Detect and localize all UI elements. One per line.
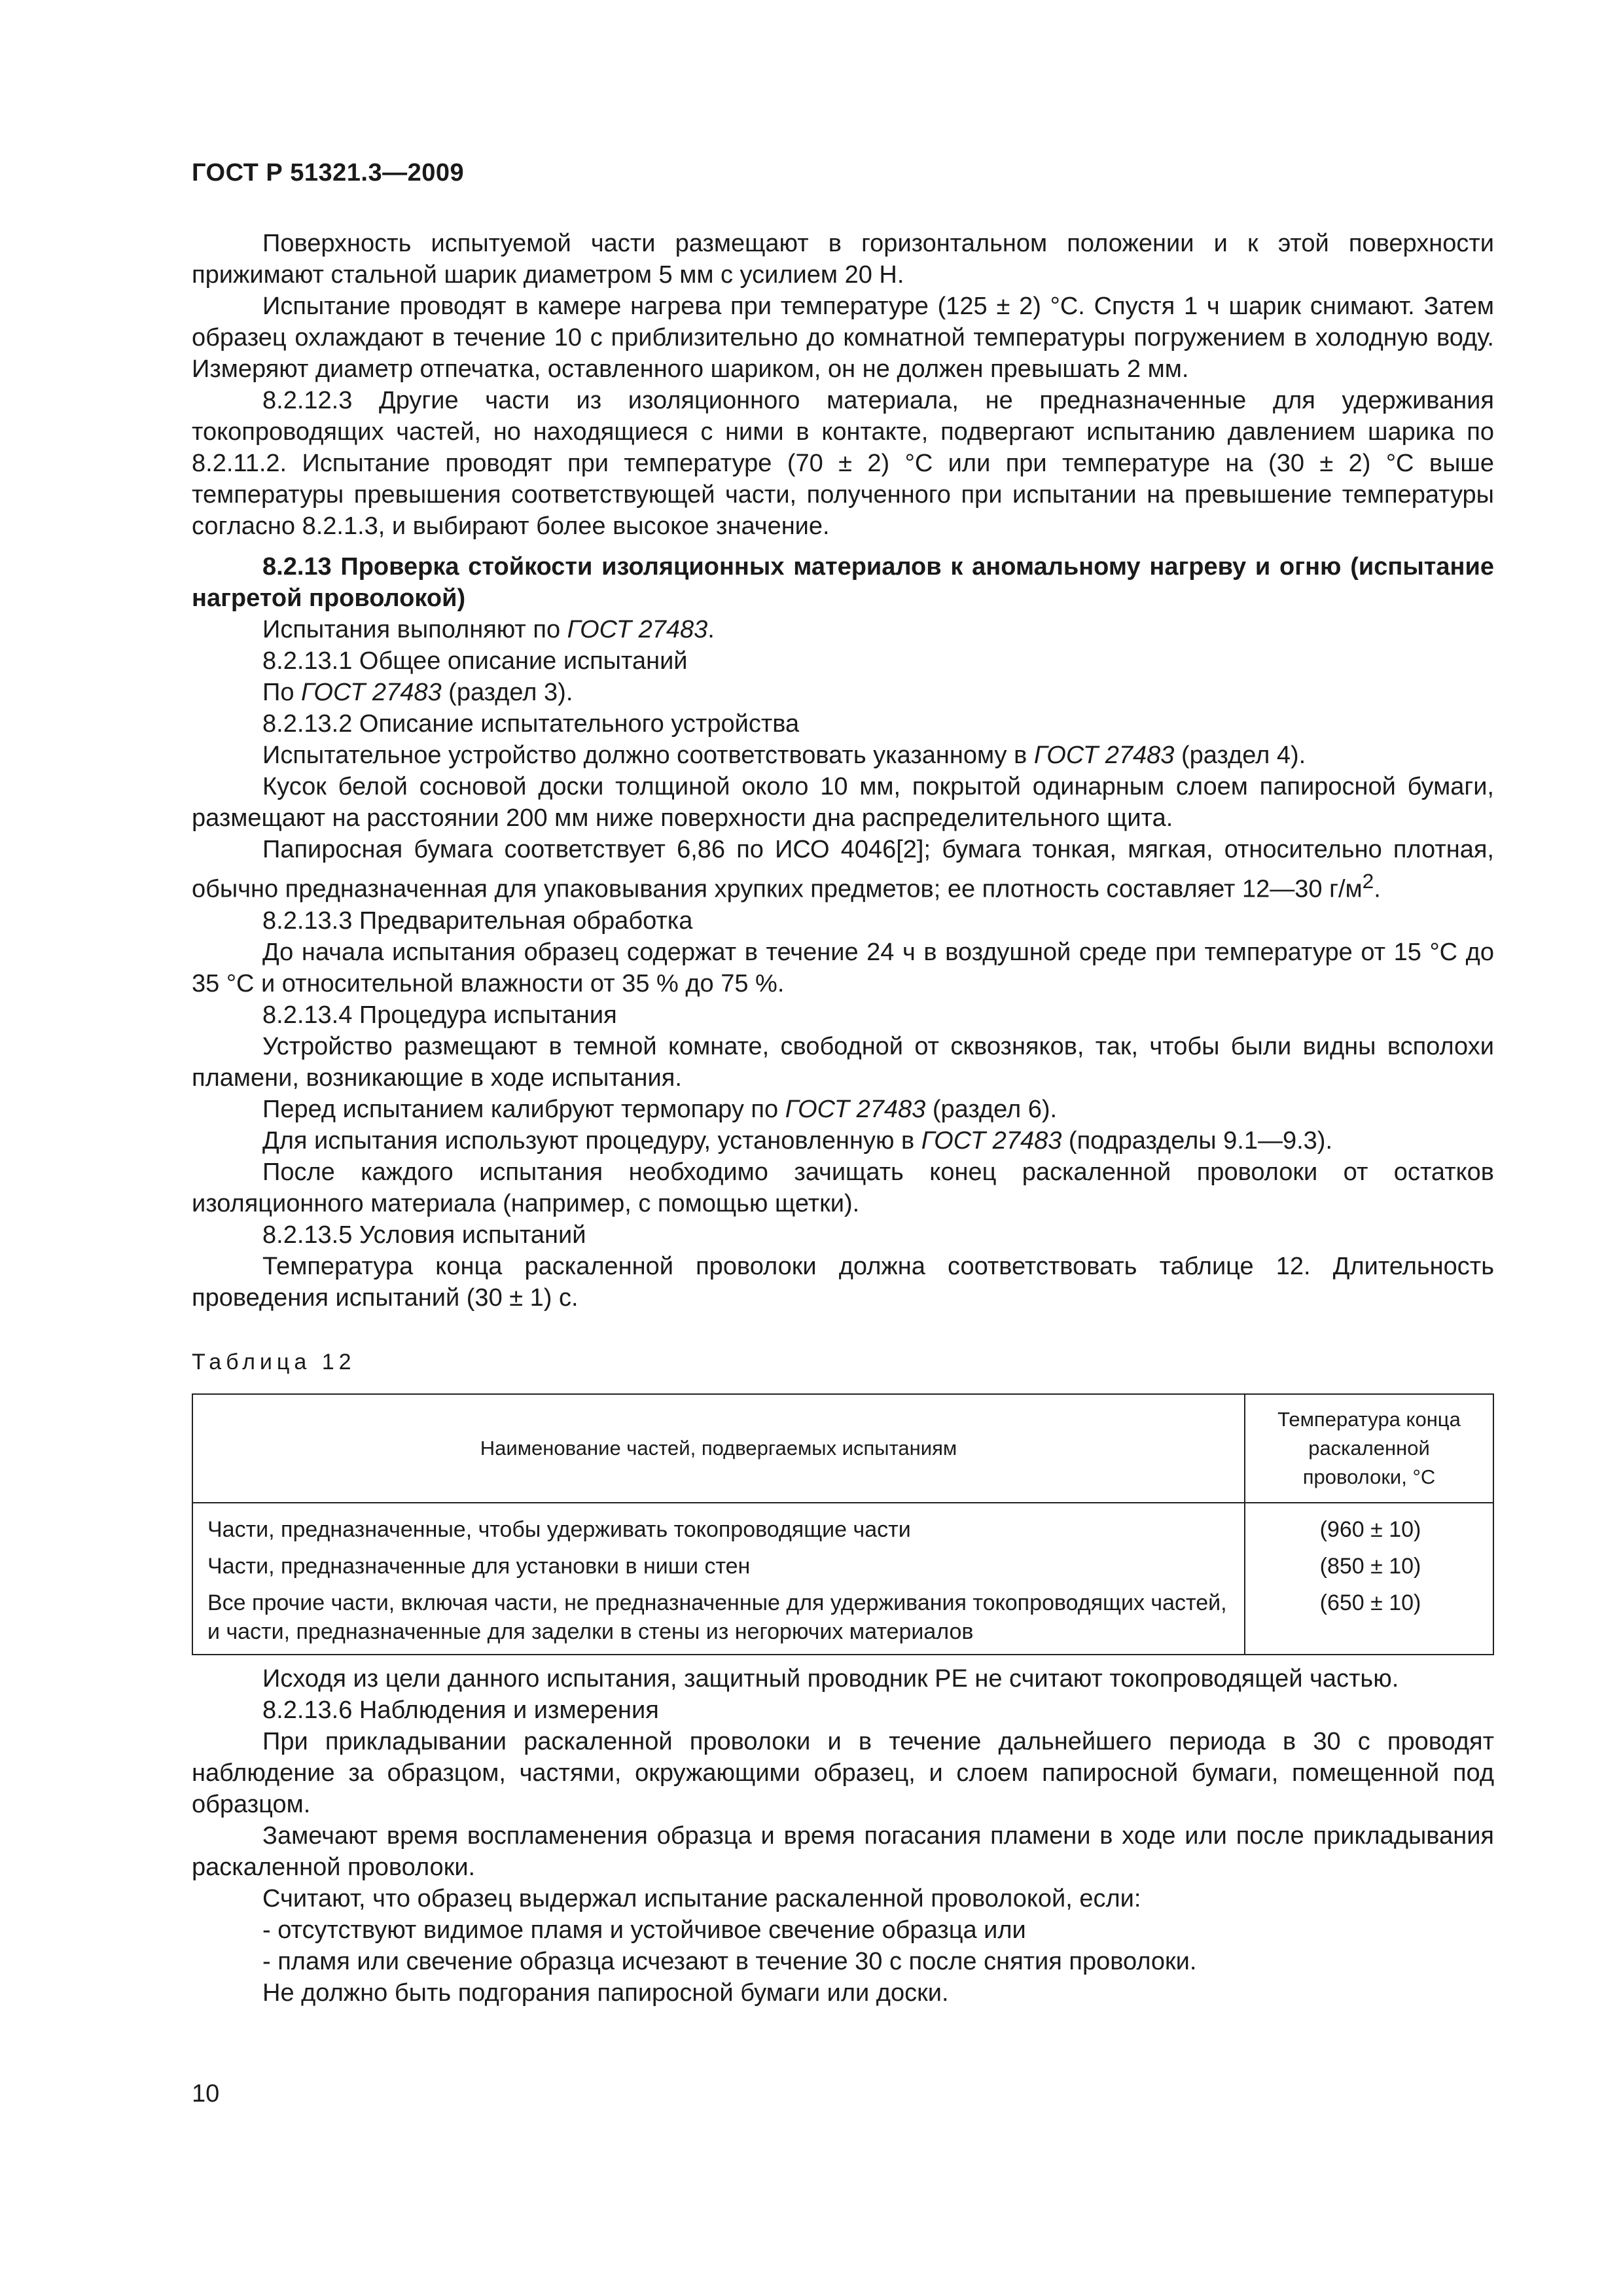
table-header-cell: Температура конца раскаленной проволоки, °С	[1245, 1394, 1493, 1503]
paragraph: Считают, что образец выдержал испытание раскаленной проволокой, если:	[262, 1884, 1141, 1912]
table-header-row	[192, 1394, 1493, 1503]
document-body	[192, 228, 1494, 2009]
table-cell: Части, предназначенные для установки в ниши стен	[192, 1551, 1245, 1587]
paragraph: 8.2.12.3 Другие части из изоляционного материала, не предназначенные для удерживания токопроводящих частей, но находящиеся с ними в контакте, подвергают испытанию давлением шарика по 8.2.11.2. Испытание проводят при температуре (70 ± 2) °С или при температуре на (30 ± 2) °С выше температуры превышения соответствующей части, полученного при испытании на превышение температуры согласно 8.2.1.3, и выбирают более высокое значение.	[192, 387, 1494, 540]
table-cell: (960 ± 10)	[1245, 1503, 1493, 1551]
paragraph: До начала испытания образец содержат в течение 24 ч в воздушной среде при температуре от 15 °С до 35 °С и относительной влажности от 35 % до 75 %.	[192, 938, 1494, 997]
page-number: 10	[192, 2080, 220, 2108]
paragraph: Испытания выполняют по ГОСТ 27483.	[262, 616, 715, 643]
paragraph: По ГОСТ 27483 (раздел 3).	[262, 679, 573, 706]
table-row	[192, 1551, 1493, 1587]
standard-reference: ГОСТ 27483	[567, 616, 708, 643]
table-12	[192, 1393, 1494, 1655]
list-item: - пламя или свечение образца исчезают в течение 30 с после снятия проволоки.	[262, 1947, 1197, 1975]
table-cell: Части, предназначенные, чтобы удерживать токопроводящие части	[192, 1503, 1245, 1551]
document-header: ГОСТ Р 51321.3—2009	[192, 159, 465, 187]
subsection-heading: 8.2.13.2 Описание испытательного устройства	[262, 710, 800, 738]
table-caption: Таблица 12	[192, 1349, 356, 1374]
paragraph: Испытание проводят в камере нагрева при температуре (125 ± 2) °С. Спустя 1 ч шарик снимают. Затем образец охлаждают в течение 10 с приблизительно до комнатной температуры погружением в холодную воду. Измеряют диаметр отпечатка, оставленного шариком, он не должен превышать 2 мм.	[192, 293, 1494, 383]
paragraph: Не должно быть подгорания папиросной бумаги или доски.	[262, 1979, 949, 2007]
paragraph: Перед испытанием калибруют термопару по ГОСТ 27483 (раздел 6).	[262, 1095, 1058, 1123]
table-cell: Все прочие части, включая части, не предназначенные для удерживания токопроводящих частей, и части, предназначенные для заделки в стены из негорючих материалов	[192, 1587, 1245, 1655]
paragraph: Температура конца раскаленной проволоки должна соответствовать таблице 12. Длительность проведения испытаний (30 ± 1) с.	[192, 1252, 1494, 1312]
paragraph: Поверхность испытуемой части размещают в горизонтальном положении и к этой поверхности прижимают стальной шарик диаметром 5 мм с усилием 20 Н.	[192, 230, 1494, 289]
subsection-heading: 8.2.13.3 Предварительная обработка	[262, 906, 693, 935]
table-row	[192, 1587, 1493, 1655]
paragraph: Исходя из цели данного испытания, защитный проводник РЕ не считают токопроводящей частью.	[262, 1664, 1399, 1693]
table-cell: (850 ± 10)	[1245, 1551, 1493, 1587]
subsection-heading: 8.2.13.1 Общее описание испытаний	[262, 647, 688, 675]
standard-reference: ГОСТ 27483	[921, 1126, 1062, 1155]
paragraph: При прикладывании раскаленной проволоки и в течение дальнейшего периода в 30 с проводят наблюдение за образцом, частями, окружающими образец, и слоем папиросной бумаги, помещенной под образцом.	[192, 1727, 1494, 1818]
standard-reference: ГОСТ 27483	[1033, 742, 1175, 769]
paragraph: Папиросная бумага соответствует 6,86 по ИСО 4046[2]; бумага тонкая, мягкая, относительно плотная, обычно предназначенная для упаковывания хрупких предметов; ее плотность составляет 12—30 $г/м^2$.	[192, 836, 1494, 903]
table-header-cell: Наименование частей, подвергаемых испытаниям	[192, 1394, 1245, 1503]
paragraph: Кусок белой сосновой доски толщиной около 10 мм, покрытой одинарным слоем папиросной бумаги, размещают на расстоянии 200 мм ниже поверхности дна распределительного щита.	[192, 773, 1494, 832]
paragraph: Для испытания используют процедуру, установленную в ГОСТ 27483 (подразделы 9.1—9.3).	[262, 1126, 1332, 1155]
table-cell: (650 ± 10)	[1245, 1587, 1493, 1655]
paragraph: Испытательное устройство должно соответствовать указанному в ГОСТ 27483 (раздел 4).	[262, 742, 1306, 769]
table-row	[192, 1503, 1493, 1551]
subsection-heading: 8.2.13.6 Наблюдения и измерения	[262, 1696, 659, 1724]
standard-reference: ГОСТ 27483	[785, 1095, 926, 1123]
subsection-heading: 8.2.13.4 Процедура испытания	[262, 1001, 617, 1029]
standard-reference: ГОСТ 27483	[301, 679, 442, 706]
paragraph: Замечают время воспламенения образца и время погасания пламени в ходе или после прикладывания раскаленной проволоки.	[192, 1821, 1494, 1881]
subsection-heading: 8.2.13.5 Условия испытаний	[262, 1221, 586, 1249]
paragraph: После каждого испытания необходимо зачищать конец раскаленной проволоки от остатков изоляционного материала (например, с помощью щетки).	[192, 1158, 1494, 1217]
list-item: - отсутствуют видимое пламя и устойчивое свечение образца или	[262, 1916, 1026, 1944]
section-heading: 8.2.13 Проверка стойкости изоляционных материалов к аномальному нагреву и огню (испытание нагретой проволокой)	[192, 553, 1494, 612]
paragraph: Устройство размещают в темной комнате, свободной от сквозняков, так, чтобы были видны всполохи пламени, возникающие в ходе испытания.	[192, 1032, 1494, 1092]
